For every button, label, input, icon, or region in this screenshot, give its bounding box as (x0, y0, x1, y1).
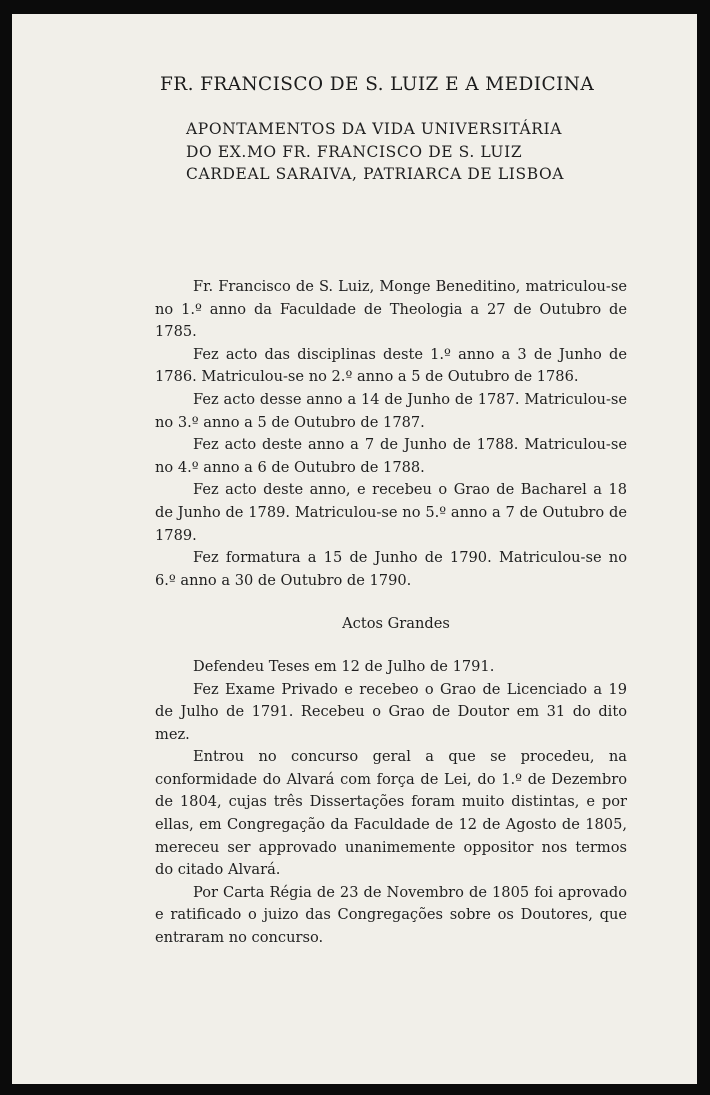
body-text (155, 276, 627, 950)
paragraph: Fr. Francisco de S. Luiz, Monge Beneditino, matriculou-se no 1.º anno da Faculdade de Theologia a 27 de Outubro de 1785. (155, 278, 627, 341)
subtitle-line: CARDEAL SARAIVA, PATRIARCA DE LISBOA (186, 165, 565, 183)
subtitle-line: DO EX.MO FR. FRANCISCO DE S. LUIZ (186, 142, 523, 161)
paragraph: Defendeu Teses em 12 de Julho de 1791. (193, 657, 495, 675)
chapter-subtitle (186, 118, 646, 186)
subtitle-line: APONTAMENTOS DA VIDA UNIVERSITÁRIA (186, 120, 563, 138)
paragraph: Fez Exame Privado e recebeo o Grao de Licenciado a 19 de Julho de 1791. Recebeu o Grao de Doutor em 31 do dito mez. (155, 680, 627, 743)
paragraph: Fez formatura a 15 de Junho de 1790. Matriculou-se no 6.º anno a 30 de Outubro de 1790. (155, 549, 627, 589)
paragraph: Fez acto deste anno, e recebeu o Grao de Bacharel a 18 de Junho de 1789. Matriculou-se no 5.º anno a 7 de Outubro de 1789. (155, 481, 627, 544)
paragraph: Fez acto deste anno a 7 de Junho de 1788. Matriculou-se no 4.º anno a 6 de Outubro de 1788. (155, 436, 627, 476)
paragraph: Fez acto das disciplinas deste 1.º anno a 3 de Junho de 1786. Matriculou-se no 2.º anno a 5 de Outubro de 1786. (155, 345, 627, 386)
running-header-title: FR. FRANCISCO DE S. LUIZ E A MEDICINA (160, 74, 595, 95)
section-heading: Actos Grandes (342, 615, 450, 633)
paragraph: Entrou no concurso geral a que se procedeu, na conformidade do Alvará com força de Lei, do 1.º de Dezembro de 1804, cujas três Dissertações foram muito distintas, e por ellas, em Congregação da Faculdade de 12 de Agosto de 1805, mereceu ser approvado unanimemente oppositor nos termos do citado Alvará. (155, 748, 627, 879)
scan-border-bottom (0, 1084, 710, 1095)
paragraph: Fez acto desse anno a 14 de Junho de 1787. Matriculou-se no 3.º anno a 5 de Outubro de 1787. (155, 390, 627, 431)
scan-border-right (697, 14, 710, 1095)
paragraph: Por Carta Régia de 23 de Novembro de 1805 foi aprovado e ratificado o juizo das Congregações sobre os Doutores, que entraram no concurso. (155, 883, 627, 947)
